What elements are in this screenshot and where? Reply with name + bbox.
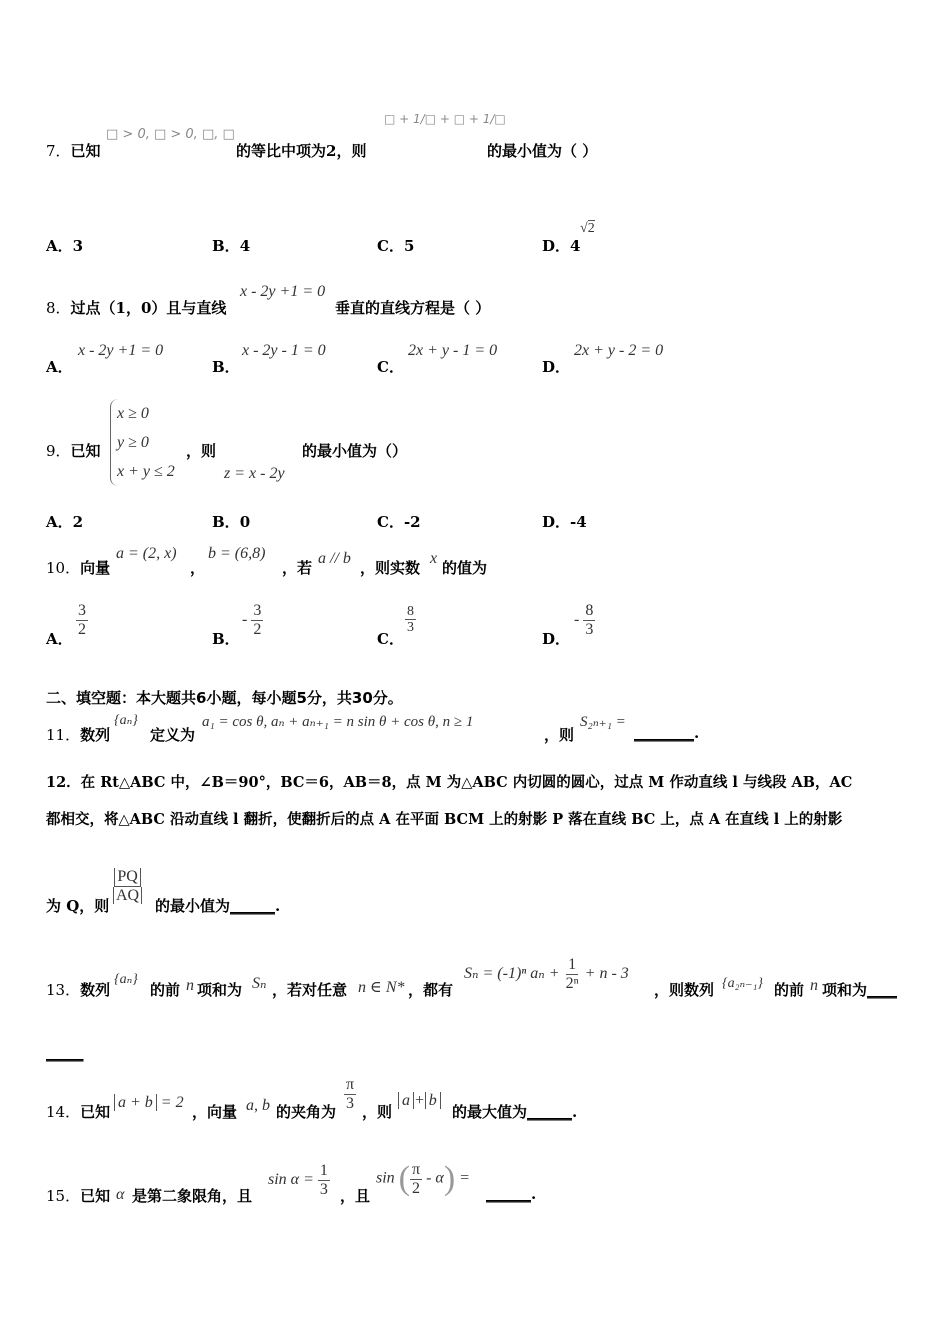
q13-stem: 13．数列 [46,981,111,999]
q8-option-c-label: C． [377,358,404,376]
q7-expression-glyphs: □ + 1/□ + □ + 1/□ [384,112,506,126]
q12-line-2: 都相交，将△ABC 沿动直线 l 翻折，使翻折后的点 A 在平面 BCM 上的射影 P 落在直线 BC 上，点 A 在直线 l 上的射影 [46,811,843,828]
q8-option-a: x - 2y +1 = 0 [78,342,164,359]
q7-option-d: D．4 [542,237,581,255]
q11-answer-blank: ________. [634,724,700,742]
q10-option-c-label: C． [377,630,404,648]
q11-sequence: {aₙ} [114,713,138,728]
sqrt-symbol: √2 [580,221,595,236]
q12-answer-blank: 的最小值为______. [155,897,281,915]
q13-answer-blank-continued: _____ [46,1044,84,1062]
q13-answer-blank: 项和为____ [822,981,898,999]
q11-stem: 11．数列 [46,726,111,744]
q10-option-a: $\frac{3}{2}$ [78,602,86,638]
q10-variable-x: x [430,550,438,567]
q15-sine-value: sin α = $\frac{1}{3}$ [268,1162,328,1198]
q9-objective: z = x - 2y [224,465,285,482]
q8-option-c: 2x + y - 1 = 0 [408,342,498,359]
q11-definition: a₁ = cos θ, aₙ + aₙ₊₁ = n sin θ + cos θ, n ≥ 1 [202,714,474,730]
q10-option-b: - $\frac{3}{2}$ [242,602,262,638]
q13-subsequence: {a₂ₙ₋₁} [722,976,763,991]
q7-stem: 7．已知 [46,142,101,160]
q9-constraint-system: x ≥ 0 y ≥ 0 x + y ≤ 2 [110,399,175,486]
q7-option-a: A．3 [46,237,84,255]
q10-stem: 10．向量 [46,559,111,577]
q14-vectors: a, b [246,1097,270,1114]
q10-parallel: a // b [318,550,351,567]
q9-stem: 9．已知 [46,442,101,460]
q7-option-c: C．5 [377,237,415,255]
q15-expression: sin ( $\frac{\pi}{2}$ - α) = [376,1160,470,1197]
q15-alpha: α [116,1186,125,1203]
q9-option-b: B．0 [212,513,251,531]
q14-angle: $\frac{\pi}{3}$ [346,1076,355,1112]
q8-option-a-label: A． [46,358,73,376]
q8-option-b: x - 2y - 1 = 0 [242,342,326,359]
q10-option-d: - $\frac{8}{3}$ [574,602,594,638]
q8-line-equation: x - 2y +1 = 0 [240,283,326,300]
q7-option-b: B．4 [212,237,251,255]
q14-norm-sum: a + b [398,1092,441,1110]
q10-option-b-label: B． [212,630,240,648]
q10-option-c: $\frac{8}{3}$ [407,604,414,636]
q13-formula: Sₙ = (-1)ⁿ aₙ + $\frac{1}{\text{2ⁿ}}$ + n - 3 [464,956,629,992]
q7-condition-glyphs: □ > 0, □ > 0, □, □ [106,127,235,142]
q13-condition: n ∈ N* [358,979,405,996]
q11-sum: S₂ₙ₊₁ = [580,714,626,730]
q14-norm-condition: a + b = 2 [114,1094,184,1112]
q14-answer-blank: 的最大值为______. [452,1103,578,1121]
q9-option-a: A．2 [46,513,84,531]
q13-sequence: {aₙ} [114,972,138,987]
q8-option-b-label: B． [212,358,240,376]
q9-option-d: D．-4 [542,513,587,531]
q12-ratio: $\frac{PQ}{AQ}$ [113,868,142,904]
q10-option-a-label: A． [46,630,73,648]
q13-partial-sum: Sₙ [252,975,267,992]
q10-option-d-label: D． [542,630,571,648]
q7-number: 7． [46,142,71,160]
q14-stem: 14．已知 [46,1103,111,1121]
q15-answer-blank: ______. [486,1185,537,1203]
q8-option-d-label: D． [542,358,571,376]
q10-vector-b: b = (6,8) [208,545,266,562]
q8-option-d: 2x + y - 2 = 0 [574,342,664,359]
q15-stem: 15．已知 [46,1187,111,1205]
q12-line-1: 12．在 Rt△ABC 中，∠B＝90°，BC＝6，AB＝8，点 M 为△ABC 内切圆的圆心，过点 M 作动直线 l 与线段 AB，AC [46,774,853,791]
q9-option-c: C．-2 [377,513,421,531]
q8-stem: 8．过点（1，0）且与直线 [46,299,227,317]
q10-vector-a: a = (2, x) [116,545,177,562]
section-heading: 二、填空题：本大题共6小题，每小题5分，共30分。 [46,689,403,707]
